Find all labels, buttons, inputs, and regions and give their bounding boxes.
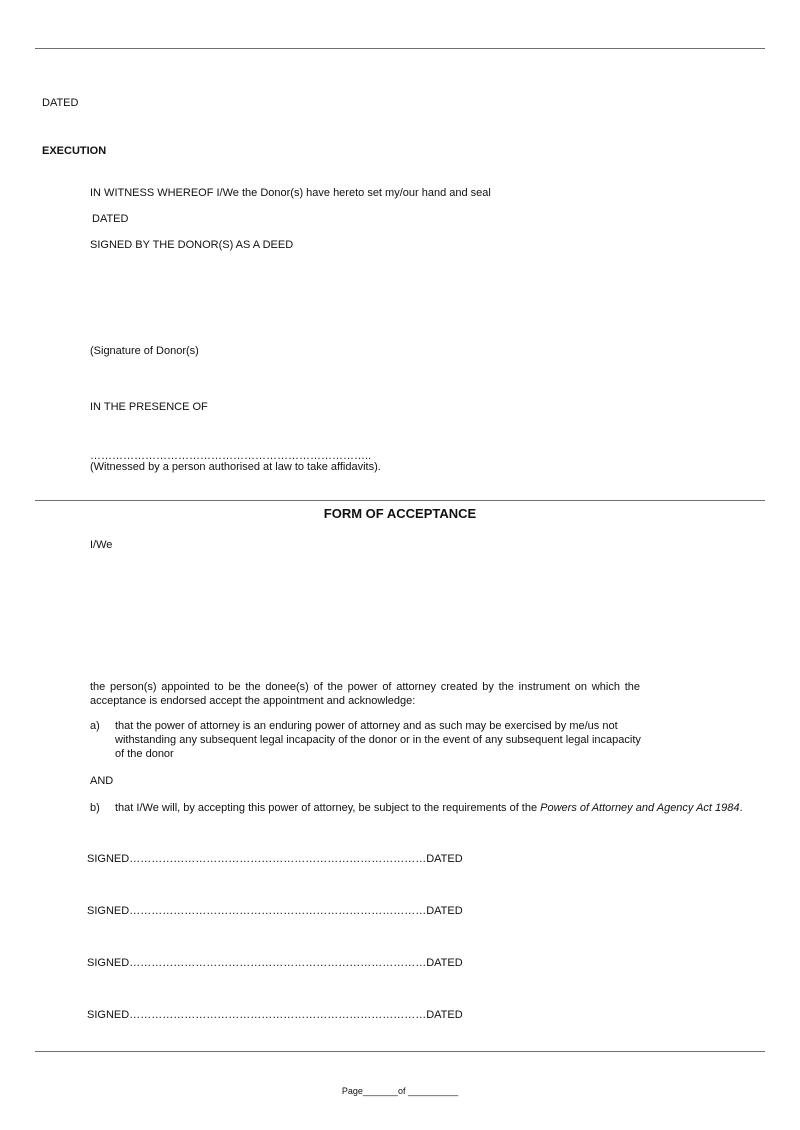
signed-label: SIGNED (87, 905, 130, 917)
iwe-label: I/We (90, 539, 113, 551)
signature-dots: ……………………………………………………………………… (129, 1009, 427, 1021)
item-a-text: that the power of attorney is an enduring power of attorney and as such may be exercised by me/us not withstanding any subsequent legal incapacity of the donor or in the event of any subsequent legal incapacity of the donor (115, 720, 641, 760)
page-number-footer (0, 1085, 800, 1097)
witness-signature-line: ………………………………………………………………….. (90, 450, 372, 462)
item-b-marker: b) (90, 802, 100, 814)
signed-label: SIGNED (87, 1009, 130, 1021)
dated-label: DATED (42, 97, 79, 109)
witness-caption: (Witnessed by a person authorised at law to take affidavits). (90, 461, 381, 473)
signed-label: SIGNED (87, 957, 130, 969)
page-total-blank: __________ (408, 1086, 459, 1096)
item-b-text (115, 801, 750, 815)
presence-label: IN THE PRESENCE OF (90, 401, 208, 413)
execution-dated-label: DATED (92, 213, 129, 225)
acknowledgement-b (90, 801, 750, 815)
signed-as-deed-label: SIGNED BY THE DONOR(S) AS A DEED (90, 239, 294, 251)
dated-label: DATED (426, 957, 463, 969)
signature-line-2 (87, 904, 463, 918)
item-b-text-post: . (739, 802, 743, 814)
item-a-marker: a) (90, 720, 100, 732)
donor-signature-caption: (Signature of Donor(s) (90, 345, 199, 357)
signature-dots: ……………………………………………………………………… (129, 905, 427, 917)
dated-label: DATED (426, 853, 463, 865)
execution-heading: EXECUTION (42, 145, 107, 157)
top-divider (35, 48, 765, 49)
acceptance-intro: the person(s) appointed to be the donee(s) of the power of attorney created by the instrument on which the acceptance is endorsed accept the appointment and acknowledge: (90, 681, 640, 707)
dated-label: DATED (426, 905, 463, 917)
item-b-text-pre: that I/We will, by accepting this power of attorney, be subject to the requirements of the (115, 802, 541, 814)
signature-dots: ……………………………………………………………………… (129, 957, 427, 969)
page-label: Page (341, 1086, 363, 1096)
and-label: AND (90, 775, 114, 787)
acceptance-heading: FORM OF ACCEPTANCE (323, 506, 477, 521)
acknowledgement-a (90, 719, 642, 761)
dated-label: DATED (426, 1009, 463, 1021)
witness-statement: IN WITNESS WHEREOF I/We the Donor(s) have hereto set my/our hand and seal (90, 187, 491, 199)
act-title: Powers of Attorney and Agency Act 1984 (540, 802, 740, 814)
middle-divider (35, 500, 765, 501)
signature-line-3 (87, 956, 463, 970)
page-number-blank: _______ (362, 1086, 398, 1096)
signed-label: SIGNED (87, 853, 130, 865)
signature-dots: ……………………………………………………………………… (129, 853, 427, 865)
signature-line-1 (87, 852, 463, 866)
signature-line-4 (87, 1008, 463, 1022)
bottom-divider (35, 1051, 765, 1052)
of-label: of (397, 1086, 406, 1096)
